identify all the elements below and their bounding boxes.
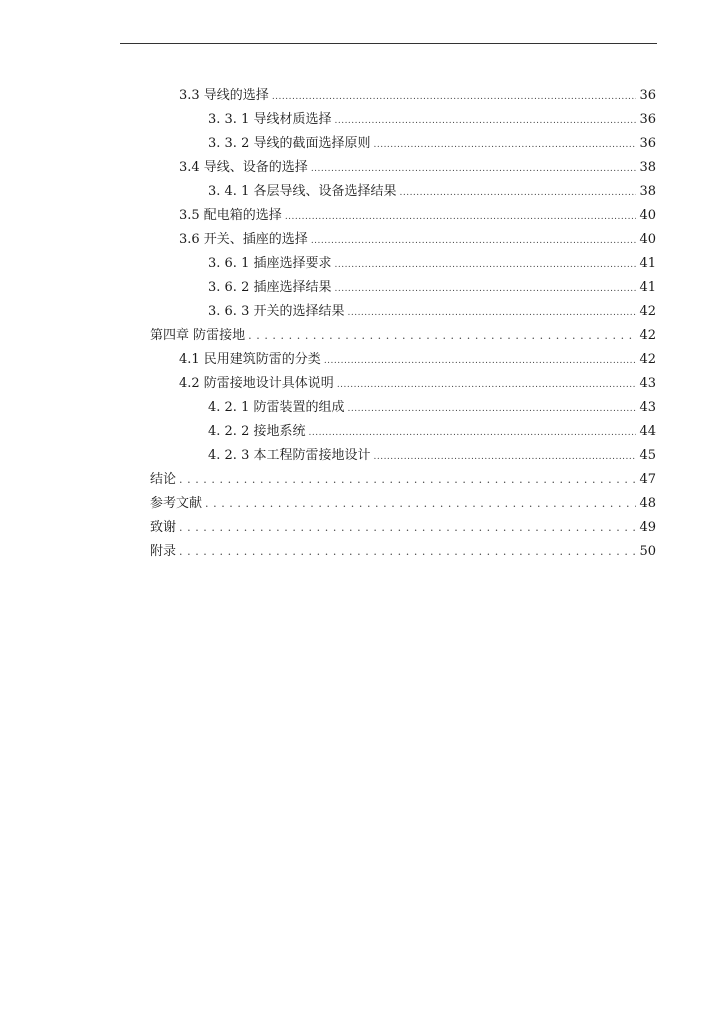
toc-entry-page-number: 43 xyxy=(639,400,656,415)
toc-entry-title: 4. 2. 3 本工程防雷接地设计 xyxy=(208,448,371,463)
toc-entry-page-number: 40 xyxy=(639,208,656,223)
toc-entry-title: 3. 6. 2 插座选择结果 xyxy=(208,280,332,295)
toc-entry-page-number: 43 xyxy=(639,376,656,391)
toc-dot-leader xyxy=(179,516,636,540)
toc-dot-leader xyxy=(248,324,636,348)
toc-entry[interactable] xyxy=(150,108,656,132)
toc-entry[interactable] xyxy=(150,444,656,468)
toc-dot-leader xyxy=(399,181,636,205)
toc-entry-page-number: 36 xyxy=(639,112,656,127)
toc-entry-page-number: 36 xyxy=(639,88,656,103)
toc-entry-title: 4. 2. 2 接地系统 xyxy=(208,424,306,439)
header-rule xyxy=(120,43,657,44)
toc-entry[interactable] xyxy=(150,468,656,492)
toc-entry-title: 3. 6. 1 插座选择要求 xyxy=(208,256,332,271)
toc-entry[interactable] xyxy=(150,420,656,444)
toc-entry-page-number: 41 xyxy=(639,256,656,271)
toc-entry-page-number: 42 xyxy=(639,304,656,319)
toc-dot-leader xyxy=(311,157,637,181)
toc-dot-leader xyxy=(179,468,636,492)
toc-dot-leader xyxy=(285,205,637,229)
toc-entry[interactable] xyxy=(150,276,656,300)
toc-entry-title: 4.2 防雷接地设计具体说明 xyxy=(179,376,334,391)
toc-entry-title: 3.3 导线的选择 xyxy=(179,88,269,103)
toc-dot-leader xyxy=(347,397,636,421)
toc-entry-page-number: 48 xyxy=(639,496,656,511)
toc-entry-title: 3.6 开关、插座的选择 xyxy=(179,232,308,247)
table-of-contents xyxy=(150,84,656,564)
toc-dot-leader xyxy=(334,253,636,277)
toc-entry-title: 3.5 配电箱的选择 xyxy=(179,208,282,223)
toc-entry[interactable] xyxy=(150,228,656,252)
toc-entry-title: 3. 4. 1 各层导线、设备选择结果 xyxy=(208,184,397,199)
toc-dot-leader xyxy=(324,349,637,373)
toc-entry-title: 参考文献 xyxy=(150,496,203,511)
toc-entry[interactable] xyxy=(150,84,656,108)
toc-entry-page-number: 38 xyxy=(639,184,656,199)
toc-entry-title: 3. 3. 2 导线的截面选择原则 xyxy=(208,136,371,151)
toc-entry-page-number: 38 xyxy=(639,160,656,175)
toc-entry[interactable] xyxy=(150,396,656,420)
toc-entry-page-number: 42 xyxy=(639,328,656,343)
toc-entry-page-number: 41 xyxy=(639,280,656,295)
toc-entry-page-number: 50 xyxy=(639,544,656,559)
toc-entry-title: 致谢 xyxy=(150,520,177,535)
toc-entry-title: 结论 xyxy=(150,472,177,487)
toc-entry-page-number: 40 xyxy=(639,232,656,247)
toc-entry[interactable] xyxy=(150,132,656,156)
toc-entry[interactable] xyxy=(150,300,656,324)
toc-entry-title: 4.1 民用建筑防雷的分类 xyxy=(179,352,321,367)
toc-entry[interactable] xyxy=(150,540,656,564)
toc-entry-title: 3. 6. 3 开关的选择结果 xyxy=(208,304,345,319)
toc-dot-leader xyxy=(334,109,636,133)
toc-entry-page-number: 49 xyxy=(639,520,656,535)
toc-entry-page-number: 47 xyxy=(639,472,656,487)
toc-entry[interactable] xyxy=(150,180,656,204)
toc-entry-page-number: 44 xyxy=(639,424,656,439)
toc-entry[interactable] xyxy=(150,516,656,540)
toc-entry[interactable] xyxy=(150,156,656,180)
toc-entry-page-number: 36 xyxy=(639,136,656,151)
toc-entry-title: 附录 xyxy=(150,544,177,559)
toc-dot-leader xyxy=(337,373,637,397)
toc-entry[interactable] xyxy=(150,492,656,516)
toc-entry-title: 3. 3. 1 导线材质选择 xyxy=(208,112,332,127)
toc-dot-leader xyxy=(205,492,636,516)
toc-entry-page-number: 42 xyxy=(639,352,656,367)
toc-dot-leader xyxy=(373,445,636,469)
toc-entry-title: 3.4 导线、设备的选择 xyxy=(179,160,308,175)
toc-dot-leader xyxy=(272,85,637,109)
toc-dot-leader xyxy=(308,421,636,445)
toc-dot-leader xyxy=(179,540,636,564)
toc-dot-leader xyxy=(311,229,637,253)
toc-entry[interactable] xyxy=(150,348,656,372)
toc-dot-leader xyxy=(373,133,636,157)
toc-entry[interactable] xyxy=(150,252,656,276)
toc-entry-title: 4. 2. 1 防雷装置的组成 xyxy=(208,400,345,415)
toc-entry[interactable] xyxy=(150,204,656,228)
toc-entry[interactable] xyxy=(150,324,656,348)
toc-entry-page-number: 45 xyxy=(639,448,656,463)
toc-entry[interactable] xyxy=(150,372,656,396)
toc-entry-title: 第四章 防雷接地 xyxy=(150,328,246,343)
toc-dot-leader xyxy=(334,277,636,301)
toc-dot-leader xyxy=(347,301,636,325)
